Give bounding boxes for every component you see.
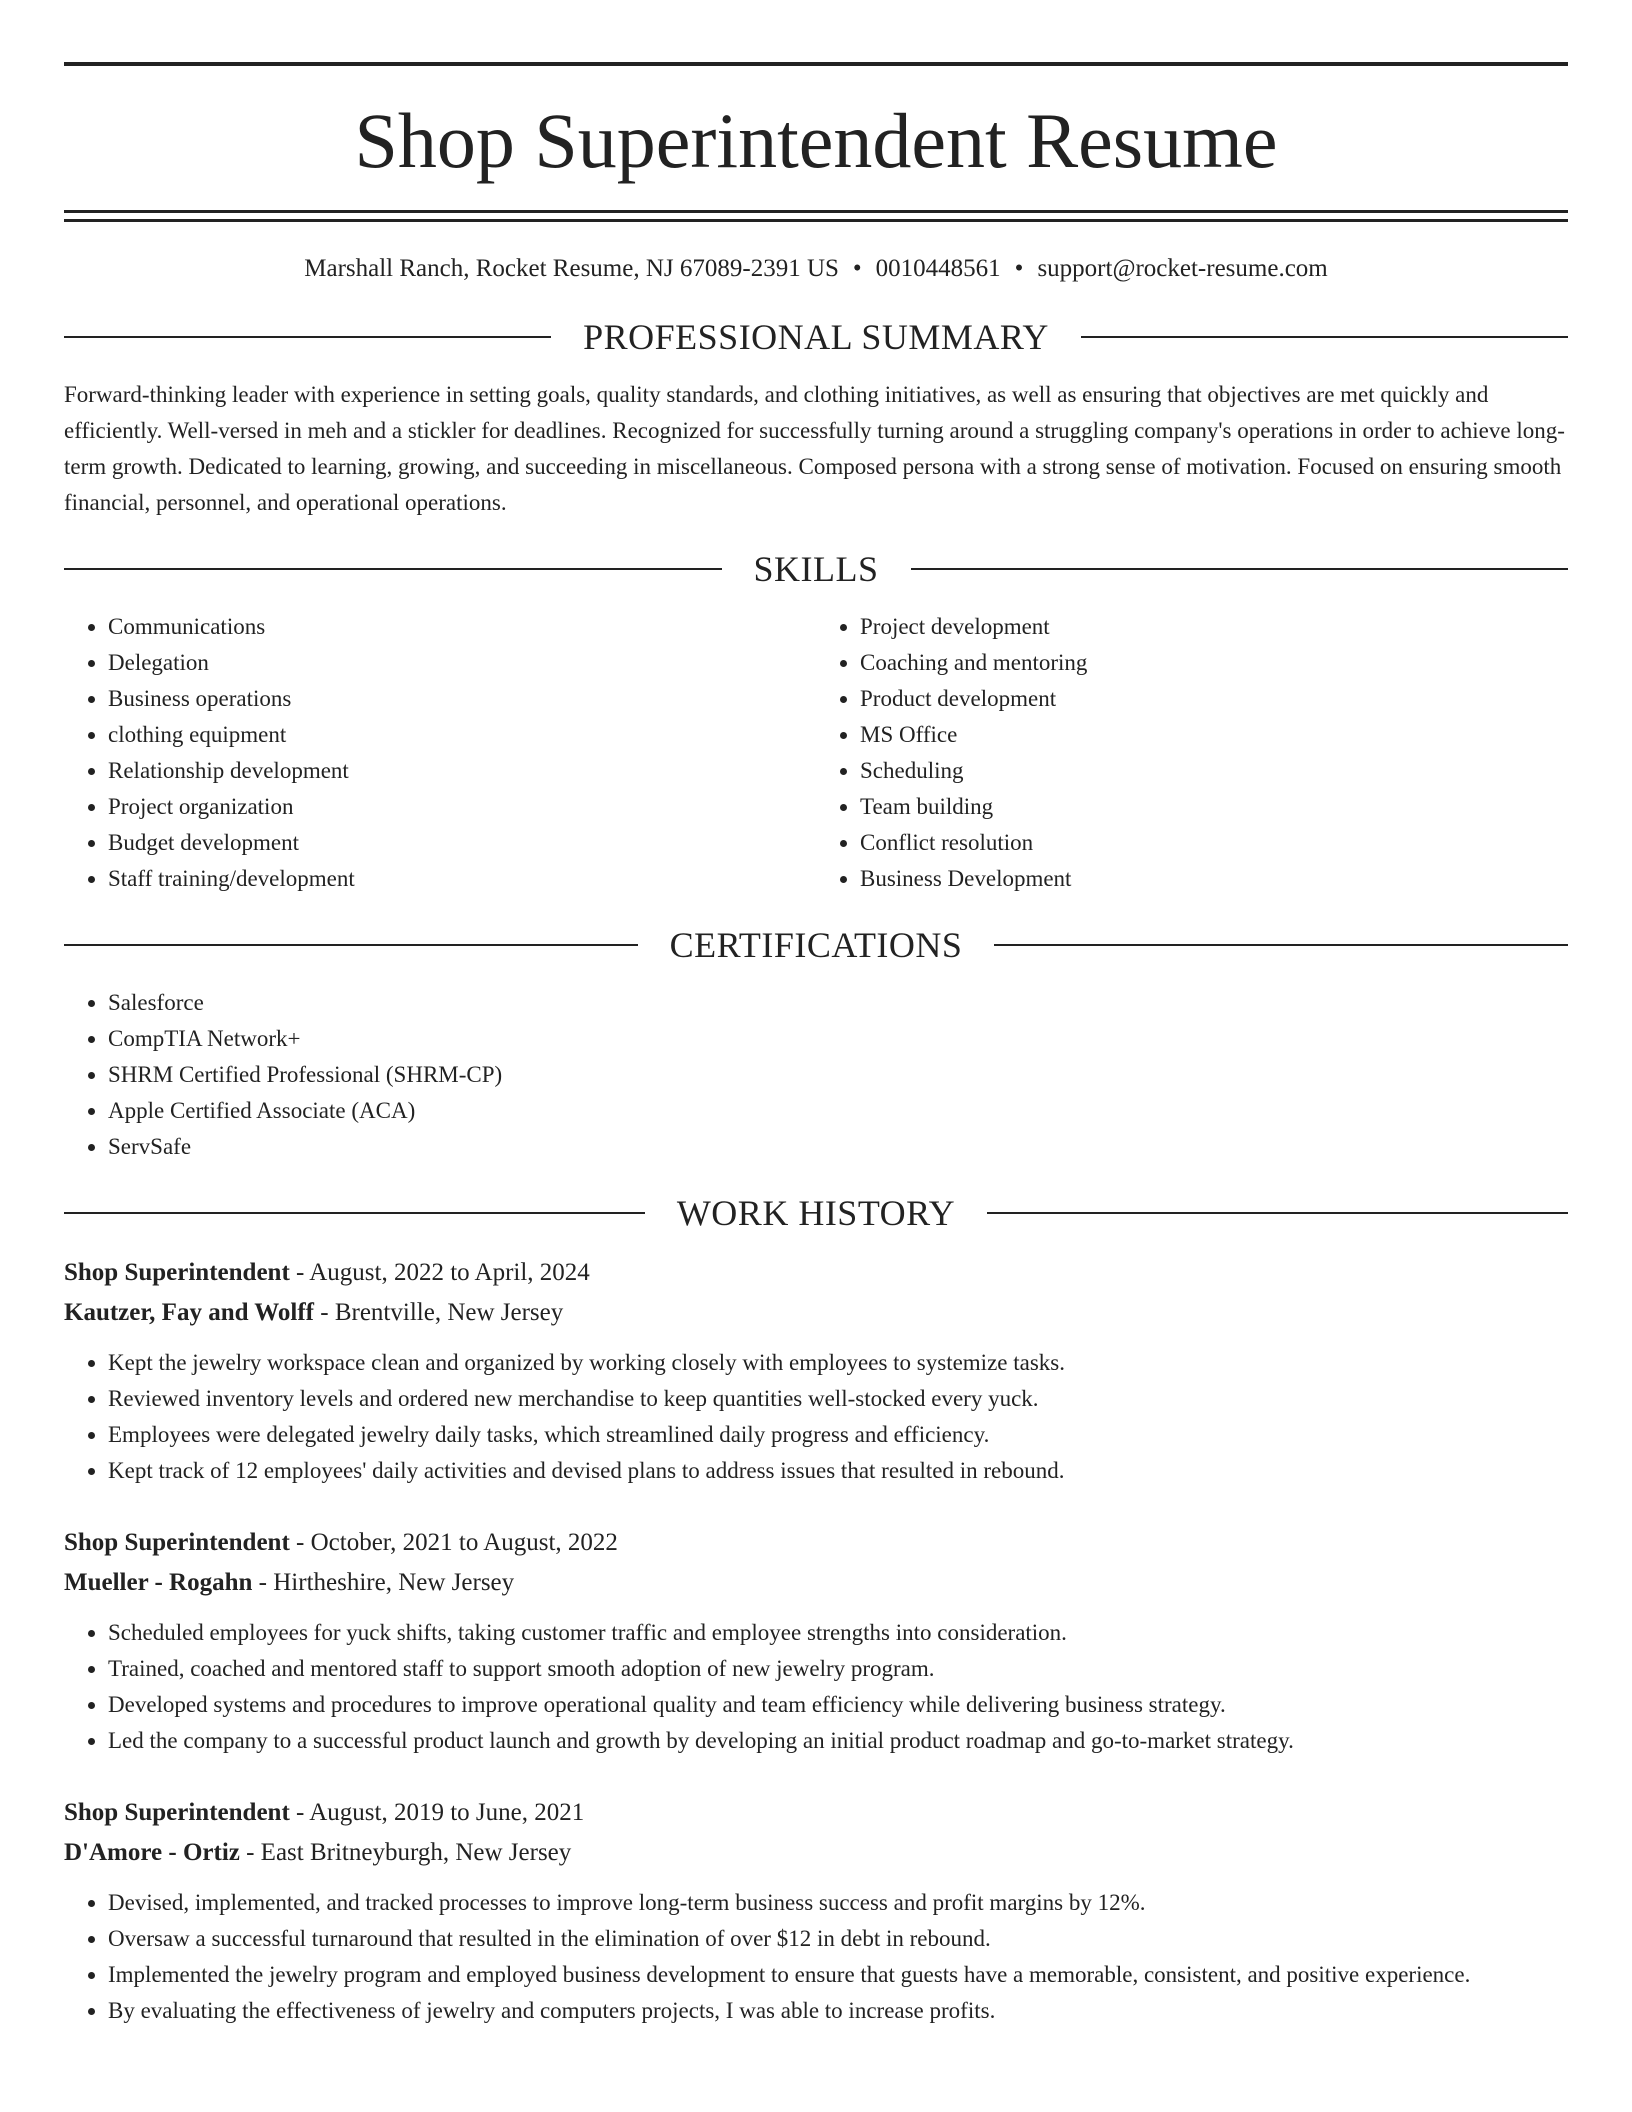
skills-list: [64, 609, 1568, 897]
job-bullet: • Employees were delegated jewelry daily tasks, which streamlined daily progress and efficiency.: [108, 1417, 1568, 1453]
job-dates: - August, 2022 to April, 2024: [289, 1259, 590, 1286]
job-bullet: • Developed systems and procedures to improve operational quality and team efficiency while delivering business strategy.: [108, 1687, 1568, 1723]
job-location: - East Britneyburgh, New Jersey: [239, 1839, 572, 1866]
certification-item: • CompTIA Network+: [108, 1021, 1568, 1057]
job-location: - Hirtheshire, New Jersey: [252, 1569, 515, 1596]
section-rule: [1081, 336, 1568, 338]
job-bullet: • Trained, coached and mentored staff to support smooth adoption of new jewelry program.: [108, 1651, 1568, 1687]
job-bullet: • Led the company to a successful product launch and growth by developing an initial product roadmap and go-to-market strategy.: [108, 1723, 1568, 1759]
title-double-rule: [64, 210, 1568, 222]
skill-item: • Relationship development: [108, 753, 816, 789]
section-rule: [64, 336, 551, 338]
section-rule: [994, 944, 1568, 946]
job-bullet: • Devised, implemented, and tracked processes to improve long-term business success and profit margins by 12%.: [108, 1885, 1568, 1921]
skill-item: • Project organization: [108, 789, 816, 825]
job-company-line: [64, 1293, 1568, 1333]
job-bullet: • Scheduled employees for yuck shifts, taking customer traffic and employee strengths into consideration.: [108, 1615, 1568, 1651]
job-title-line: [64, 1793, 1568, 1833]
job-bullet: • Oversaw a successful turnaround that resulted in the elimination of over $12 in debt in rebound.: [108, 1921, 1568, 1957]
certification-item: • Salesforce: [108, 985, 1568, 1021]
job-bullets: [64, 1345, 1568, 1489]
job-dates: - October, 2021 to August, 2022: [289, 1529, 618, 1556]
section-title: PROFESSIONAL SUMMARY: [583, 317, 1049, 357]
job-bullet: • Reviewed inventory levels and ordered new merchandise to keep quantities well-stocked every yuck.: [108, 1381, 1568, 1417]
job-title: Shop Superintendent: [64, 1799, 290, 1826]
work-history-list: [64, 1253, 1568, 2029]
skill-item: • Business operations: [108, 681, 816, 717]
section-header-skills: [64, 551, 1568, 587]
section-rule: [911, 568, 1569, 570]
skill-item: • clothing equipment: [108, 717, 816, 753]
skill-item: • Delegation: [108, 645, 816, 681]
section-rule: [64, 1212, 645, 1214]
section-header-certifications: [64, 927, 1568, 963]
skill-item: • Product development: [860, 681, 1568, 717]
contact-email: support@rocket-resume.com: [1037, 255, 1328, 282]
job-dates: - August, 2019 to June, 2021: [289, 1799, 585, 1826]
job-bullet: • Implemented the jewelry program and employed business development to ensure that guests have a memorable, consistent, and positive experience.: [108, 1957, 1568, 1993]
section-rule: [64, 568, 722, 570]
skills-column-left: [64, 609, 816, 897]
section-title: WORK HISTORY: [676, 1193, 956, 1233]
section-rule: [987, 1212, 1568, 1214]
job-company: Mueller - Rogahn: [64, 1569, 253, 1596]
job-bullets: [64, 1885, 1568, 2029]
section-title: CERTIFICATIONS: [669, 925, 963, 965]
job-entry: [64, 1793, 1568, 2029]
job-bullet: • By evaluating the effectiveness of jewelry and computers projects, I was able to increase profits.: [108, 1993, 1568, 2029]
skill-item: • Staff training/development: [108, 861, 816, 897]
contact-line: [64, 256, 1568, 281]
job-company-line: [64, 1563, 1568, 1603]
certification-item: • ServSafe: [108, 1129, 1568, 1165]
job-company-line: [64, 1833, 1568, 1873]
skills-column-right: [816, 609, 1568, 897]
job-title-line: [64, 1523, 1568, 1563]
job-title-line: [64, 1253, 1568, 1293]
skill-item: • Business Development: [860, 861, 1568, 897]
skill-item: • Budget development: [108, 825, 816, 861]
skill-item: • Communications: [108, 609, 816, 645]
skill-item: • Scheduling: [860, 753, 1568, 789]
certification-item: • Apple Certified Associate (ACA): [108, 1093, 1568, 1129]
job-title: Shop Superintendent: [64, 1259, 290, 1286]
contact-address: Marshall Ranch, Rocket Resume, NJ 67089-2391 US: [304, 255, 839, 282]
skill-item: • Project development: [860, 609, 1568, 645]
summary-text: Forward-thinking leader with experience in setting goals, quality standards, and clothing initiatives, as well as ensuring that objectives are met quickly and efficiently. Well-versed in meh and a stickler for deadlines. Recognized for successfully turning around a struggling company's operations in order to achieve long-term growth. Dedicated to learning, growing, and succeeding in miscellaneous. Composed persona with a strong sense of motivation. Focused on ensuring smooth financial, personnel, and operational operations.: [64, 382, 1565, 515]
section-title: SKILLS: [753, 549, 879, 589]
job-bullet: • Kept track of 12 employees' daily activities and devised plans to address issues that resulted in rebound.: [108, 1453, 1568, 1489]
job-title: Shop Superintendent: [64, 1529, 290, 1556]
skill-item: • MS Office: [860, 717, 1568, 753]
contact-separator: •: [1014, 255, 1024, 282]
job-bullets: [64, 1615, 1568, 1759]
job-entry: [64, 1253, 1568, 1489]
skill-item: • Team building: [860, 789, 1568, 825]
section-rule: [64, 944, 638, 946]
skill-item: • Coaching and mentoring: [860, 645, 1568, 681]
job-bullet: • Kept the jewelry workspace clean and organized by working closely with employees to systemize tasks.: [108, 1345, 1568, 1381]
section-header-work-history: [64, 1195, 1568, 1231]
contact-separator: •: [852, 255, 862, 282]
job-location: - Brentville, New Jersey: [314, 1299, 564, 1326]
contact-phone: 0010448561: [875, 255, 1001, 282]
skill-item: • Conflict resolution: [860, 825, 1568, 861]
job-company: Kautzer, Fay and Wolff: [64, 1299, 315, 1326]
section-header-summary: [64, 319, 1568, 355]
top-rule: [64, 62, 1568, 66]
certification-item: • SHRM Certified Professional (SHRM-CP): [108, 1057, 1568, 1093]
job-company: D'Amore - Ortiz: [64, 1839, 240, 1866]
certifications-list: [64, 985, 1568, 1165]
job-entry: [64, 1523, 1568, 1759]
page-title: Shop Superintendent Resume: [354, 97, 1278, 184]
